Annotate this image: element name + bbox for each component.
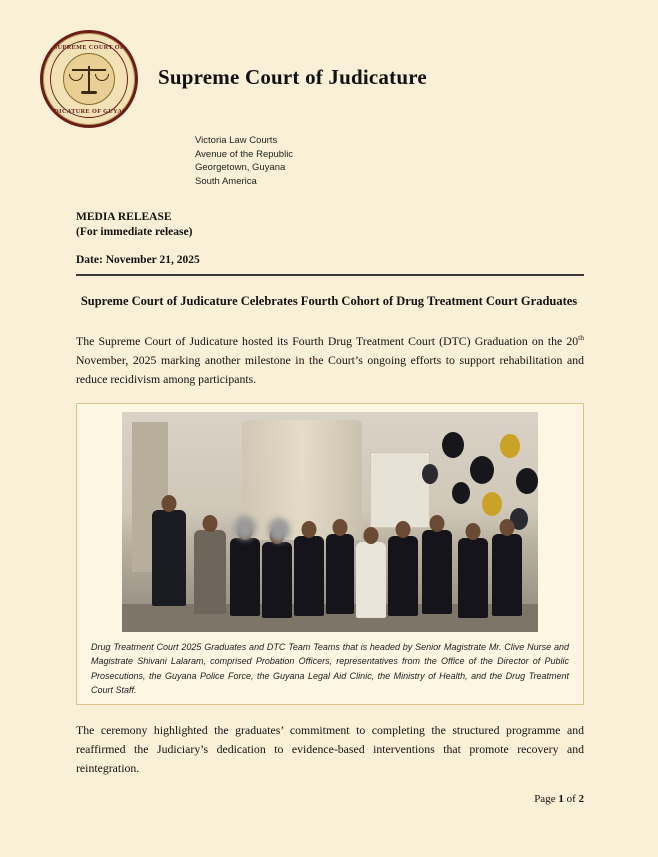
closing-paragraph: The ceremony highlighted the graduates’ commitment to completing the structured programme and reaffirmed the Judiciary’s dedication to evidence-based interventions that promote recovery and reintegration. bbox=[76, 722, 584, 775]
media-release-block bbox=[76, 210, 658, 240]
photo-panel bbox=[370, 452, 430, 528]
scales-pan-left bbox=[69, 74, 83, 81]
seal-top-text: SUPREME COURT OF bbox=[53, 44, 125, 51]
balloon-icon bbox=[470, 456, 494, 484]
balloon-icon bbox=[452, 482, 470, 504]
photo-person bbox=[422, 530, 452, 614]
photo-person bbox=[152, 510, 186, 606]
photo-person bbox=[262, 542, 292, 618]
intro-paragraph-part1: The Supreme Court of Judicature hosted its Fourth Drug Treatment Court (DTC) Graduation on the 20 bbox=[76, 333, 579, 348]
address-line: Victoria Law Courts bbox=[195, 135, 278, 146]
balloon-icon bbox=[500, 434, 520, 458]
photo-person-head bbox=[430, 515, 445, 532]
blurred-face bbox=[268, 518, 290, 542]
address-line: South America bbox=[195, 175, 257, 187]
photo-person-head bbox=[466, 523, 481, 540]
document-header bbox=[0, 0, 658, 128]
footer-total-pages: 2 bbox=[578, 793, 584, 805]
photo-person-head bbox=[396, 521, 411, 538]
page-footer bbox=[534, 793, 584, 805]
photo-person bbox=[492, 534, 522, 616]
blurred-face bbox=[234, 516, 256, 540]
scales-of-justice-icon bbox=[69, 62, 109, 96]
footer-current-page: 1 bbox=[558, 793, 564, 805]
address-line: Georgetown, Guyana bbox=[195, 162, 286, 173]
scales-post bbox=[88, 66, 90, 92]
intro-paragraph-part2: November, 2025 marking another milestone in the Court’s ongoing efforts to support rehabilitation and reduce recidivism among participants. bbox=[76, 352, 584, 386]
ordinal-suffix: th bbox=[578, 333, 584, 342]
figure-caption: Drug Treatment Court 2025 Graduates and DTC Team Teams that is headed by Senior Magistrate Mr. Clive Nurse and Magistrate Shivani Lalaram, comprised Probation Officers, representatives from the Office of the Director of Public Prosecutions, the Guyana Police Force, the Guyana Legal Aid Clinic, the Ministry of Health, and the Drug Treatment Court Staff. bbox=[91, 641, 569, 696]
article-headline: Supreme Court of Judicature Celebrates Fourth Cohort of Drug Treatment Court Graduates bbox=[80, 294, 578, 308]
scales-base bbox=[81, 91, 97, 94]
balloon-icon bbox=[516, 468, 538, 494]
photo-person bbox=[294, 536, 324, 616]
balloon-icon bbox=[482, 492, 502, 516]
figure-block bbox=[76, 403, 584, 705]
balloon-icon bbox=[422, 464, 438, 484]
footer-middle: of bbox=[563, 793, 579, 805]
photo-person bbox=[388, 536, 418, 616]
photo-person bbox=[356, 542, 386, 618]
footer-prefix: Page bbox=[534, 793, 559, 805]
intro-paragraph bbox=[76, 328, 584, 389]
balloon-icon bbox=[442, 432, 464, 458]
court-address bbox=[195, 134, 658, 188]
media-release-sublabel: (For immediate release) bbox=[76, 226, 193, 238]
graduation-photo bbox=[122, 412, 538, 632]
photo-person-head bbox=[302, 521, 317, 538]
photo-person-head bbox=[162, 495, 177, 512]
photo-person-head bbox=[364, 527, 379, 544]
court-title: Supreme Court of Judicature bbox=[158, 65, 427, 89]
seal-bottom-text: JUDICATURE OF GUYANA bbox=[45, 108, 133, 115]
photo-person-head bbox=[203, 515, 218, 532]
media-release-label: MEDIA RELEASE bbox=[76, 211, 172, 223]
address-line: Avenue of the Republic bbox=[195, 148, 294, 160]
photo-person-head bbox=[333, 519, 348, 536]
header-divider bbox=[76, 274, 584, 276]
photo-person bbox=[230, 538, 260, 616]
court-seal-icon bbox=[40, 30, 138, 128]
photo-person-head bbox=[500, 519, 515, 536]
scales-pan-right bbox=[95, 74, 109, 81]
photo-person bbox=[458, 538, 488, 618]
photo-person bbox=[194, 530, 226, 614]
photo-person bbox=[326, 534, 354, 614]
release-date: Date: November 21, 2025 bbox=[76, 254, 200, 266]
